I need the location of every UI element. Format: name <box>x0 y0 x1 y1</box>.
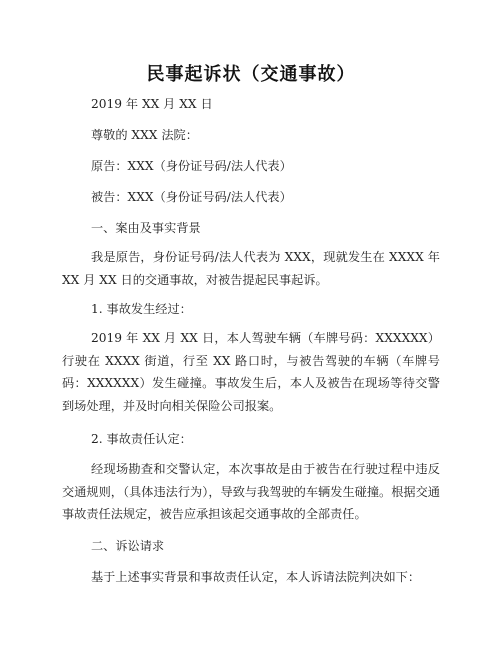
accident-paragraph: 2019 年 XX 月 XX 日，本人驾驶车辆（车牌号码：XXXXXX）行驶在 XXXX 街道，行至 XX 路口时，与被告驾驶的车辆（车牌号码：XXXXXX）发生碰撞。事故发生后，本人及被告在现场等待交警到场处理，并及时向相关保险公司报案。 <box>62 331 440 413</box>
document-title: 民事起诉状（交通事故） <box>146 64 356 85</box>
claims-intro: 基于上述事实背景和事故责任认定，本人诉请法院判决如下： <box>91 570 421 584</box>
defendant-line: 被告：XXX（身份证号码/法人代表） <box>91 190 292 204</box>
section-heading-claims: 二、诉讼请求 <box>91 539 165 553</box>
document-date: 2019 年 XX 月 XX 日 <box>91 97 213 111</box>
liability-paragraph: 经现场勘查和交警认定，本次事故是由于被告在行驶过程中违反交通规则，（具体违法行为），导致与我驾驶的车辆发生碰撞。根据交通事故责任法规定，被告应承担该起交通事故的全部责任。 <box>62 462 440 521</box>
item-heading-accident: 1. 事故发生经过： <box>91 302 192 316</box>
intro-paragraph: 我是原告，身份证号码/法人代表为 XXX，现就发生在 XXXX 年 XX 月 XX 日的交通事故，对被告提起民事起诉。 <box>62 250 440 287</box>
plaintiff-line: 原告：XXX（身份证号码/法人代表） <box>91 159 292 173</box>
section-heading-facts: 一、案由及事实背景 <box>91 221 201 235</box>
item-heading-liability: 2. 事故责任认定： <box>91 432 192 446</box>
salutation: 尊敬的 XXX 法院： <box>91 128 198 142</box>
